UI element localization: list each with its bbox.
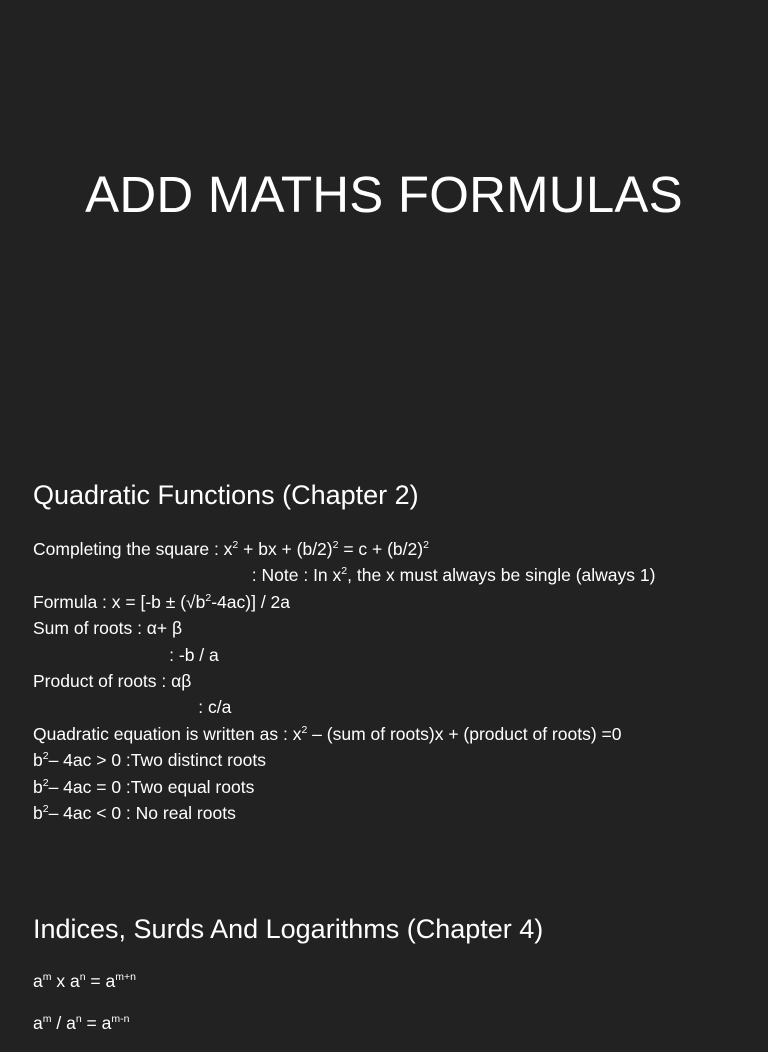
formula-text: – (sum of roots)x + (product of roots) =0 xyxy=(307,723,622,744)
formula-text: – 4ac < 0 : No real roots xyxy=(48,802,236,823)
section-heading-quadratic-functions: Quadratic Functions (Chapter 2) xyxy=(33,480,419,510)
formula-text: b xyxy=(33,750,43,771)
formula-text: -4ac)] / 2a xyxy=(211,591,291,612)
formula-line xyxy=(33,800,655,826)
section-heading-indices-surds-logarithms: Indices, Surds And Logarithms (Chapter 4) xyxy=(33,914,544,944)
formula-text: – 4ac = 0 :Two equal roots xyxy=(48,776,255,797)
formula-text: Product of roots : αβ xyxy=(33,670,192,691)
formula-superscript: 2 xyxy=(205,591,212,604)
formula-line xyxy=(33,694,655,720)
formula-superscript: m-n xyxy=(111,1013,130,1025)
formula-line xyxy=(33,562,655,588)
formula-line xyxy=(33,536,655,562)
formula-text: / a xyxy=(51,1013,76,1033)
formula-text: : c/a xyxy=(33,697,232,718)
formula-text: = a xyxy=(85,971,116,991)
formula-line xyxy=(33,968,136,1010)
formula-text: a xyxy=(33,971,43,991)
formula-text: , the x must always be single (always 1) xyxy=(347,565,656,586)
formula-superscript: m xyxy=(42,971,52,983)
formula-text: + bx + (b/2) xyxy=(238,539,333,559)
formula-text: : -b / a xyxy=(33,644,219,665)
formula-superscript: 2 xyxy=(232,539,239,551)
formula-superscript: n xyxy=(79,971,86,983)
formula-text: Sum of roots : α+ β xyxy=(33,618,183,639)
formula-superscript: 2 xyxy=(332,539,339,551)
formula-text: b xyxy=(33,776,43,797)
section-body-quadratic-functions xyxy=(33,536,655,826)
formula-superscript: m+n xyxy=(115,971,136,983)
formula-text: = a xyxy=(81,1013,112,1033)
formula-superscript: 2 xyxy=(42,776,49,789)
formula-text: b xyxy=(33,802,43,823)
formula-text: x a xyxy=(51,971,80,991)
formula-line xyxy=(33,721,655,747)
formula-text: a xyxy=(33,1013,43,1033)
formula-superscript: 2 xyxy=(341,565,348,578)
section-body-indices-surds-logarithms xyxy=(33,968,136,1052)
formula-text: Formula : x = [-b ± (√b xyxy=(33,591,206,612)
formula-text: Quadratic equation is written as : x xyxy=(33,723,302,744)
formula-superscript: n xyxy=(75,1013,82,1025)
formula-text: – 4ac > 0 :Two distinct roots xyxy=(48,750,266,771)
formula-superscript: 2 xyxy=(423,539,429,551)
formula-superscript: 2 xyxy=(42,802,49,815)
formula-line xyxy=(33,774,655,800)
formula-line xyxy=(33,589,655,615)
formula-text: : Note : In x xyxy=(33,565,342,586)
formula-superscript: m xyxy=(42,1013,52,1025)
formula-text: = c + (b/2) xyxy=(338,539,424,559)
formula-line xyxy=(33,1010,136,1052)
formula-superscript: 2 xyxy=(301,723,308,736)
formula-line xyxy=(33,668,655,694)
formula-line xyxy=(33,642,655,668)
page-title: ADD MATHS FORMULAS xyxy=(85,166,683,223)
formula-text: Completing the square : x xyxy=(33,539,233,559)
formula-line xyxy=(33,615,655,641)
formula-superscript: 2 xyxy=(42,750,49,763)
formula-line xyxy=(33,747,655,773)
